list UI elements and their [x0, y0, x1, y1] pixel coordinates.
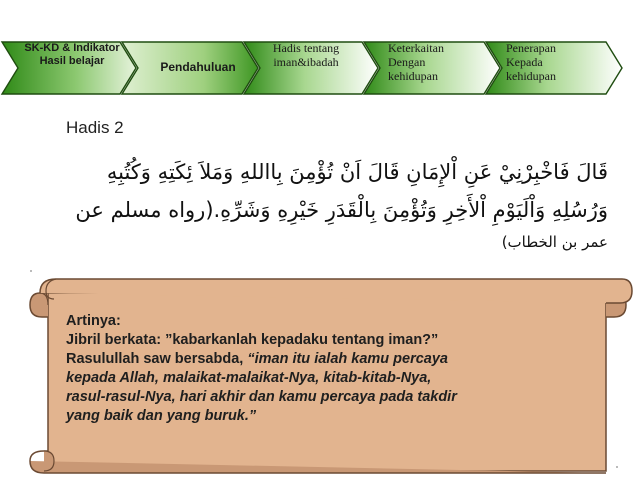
translation-heading: Artinya:	[66, 313, 121, 329]
tab-keterkaitan-label[interactable]: Keterkaitan Dengan kehidupan	[388, 41, 444, 83]
translation-line-2	[66, 350, 586, 369]
translation-line-4: rasul-rasul-Nya, hari akhir dan kamu percaya pada takdir	[66, 389, 457, 405]
decorative-dot	[30, 270, 32, 272]
arabic-line-1: قَالَ فَاخْبِرْنِيْ عَنِ اْلإِمَانِ قَالَ اَنْ تُؤْمِنَ بِااللهِ وَمَلاَ ئِكَتِهِ وَكُتُبِهِ	[106, 160, 608, 184]
navigation-tabs	[0, 0, 638, 96]
section-title: Hadis 2	[66, 118, 124, 137]
translation-line-3: kepada Allah, malaikat-malaikat-Nya, kitab-kitab-Nya,	[66, 370, 432, 386]
arabic-line-2: وَرُسُلِهِ وَاْلَيَوْمِ اْلأَخِرِ وَتُؤْمِنَ بِالْقَدَرِ خَيْرِهِ وَشَرِّهِ.(رواه مسلم عن	[75, 198, 608, 222]
tab-sk-kd-label[interactable]: SK-KD & Indikator Hasil belajar	[24, 42, 120, 67]
translation-line-2-prefix: Rasulullah saw bersabda,	[66, 351, 248, 367]
translation-line-2-italic: “iman itu ialah kamu percaya	[247, 351, 448, 367]
arabic-line-3: عمر بن الخطاب)	[501, 233, 608, 251]
translation-line-1: Jibril berkata: ”kabarkanlah kepadaku tentang iman?”	[66, 332, 439, 348]
tab-pendahuluan-label[interactable]: Pendahuluan	[160, 60, 236, 74]
translation-line-5: yang baik dan yang buruk.”	[66, 408, 257, 424]
tab-penerapan-label[interactable]: Penerapan Kepada kehidupan	[506, 41, 556, 83]
tab-hadis-label[interactable]: Hadis tentang iman&ibadah	[272, 41, 340, 69]
translation-text	[66, 312, 586, 426]
